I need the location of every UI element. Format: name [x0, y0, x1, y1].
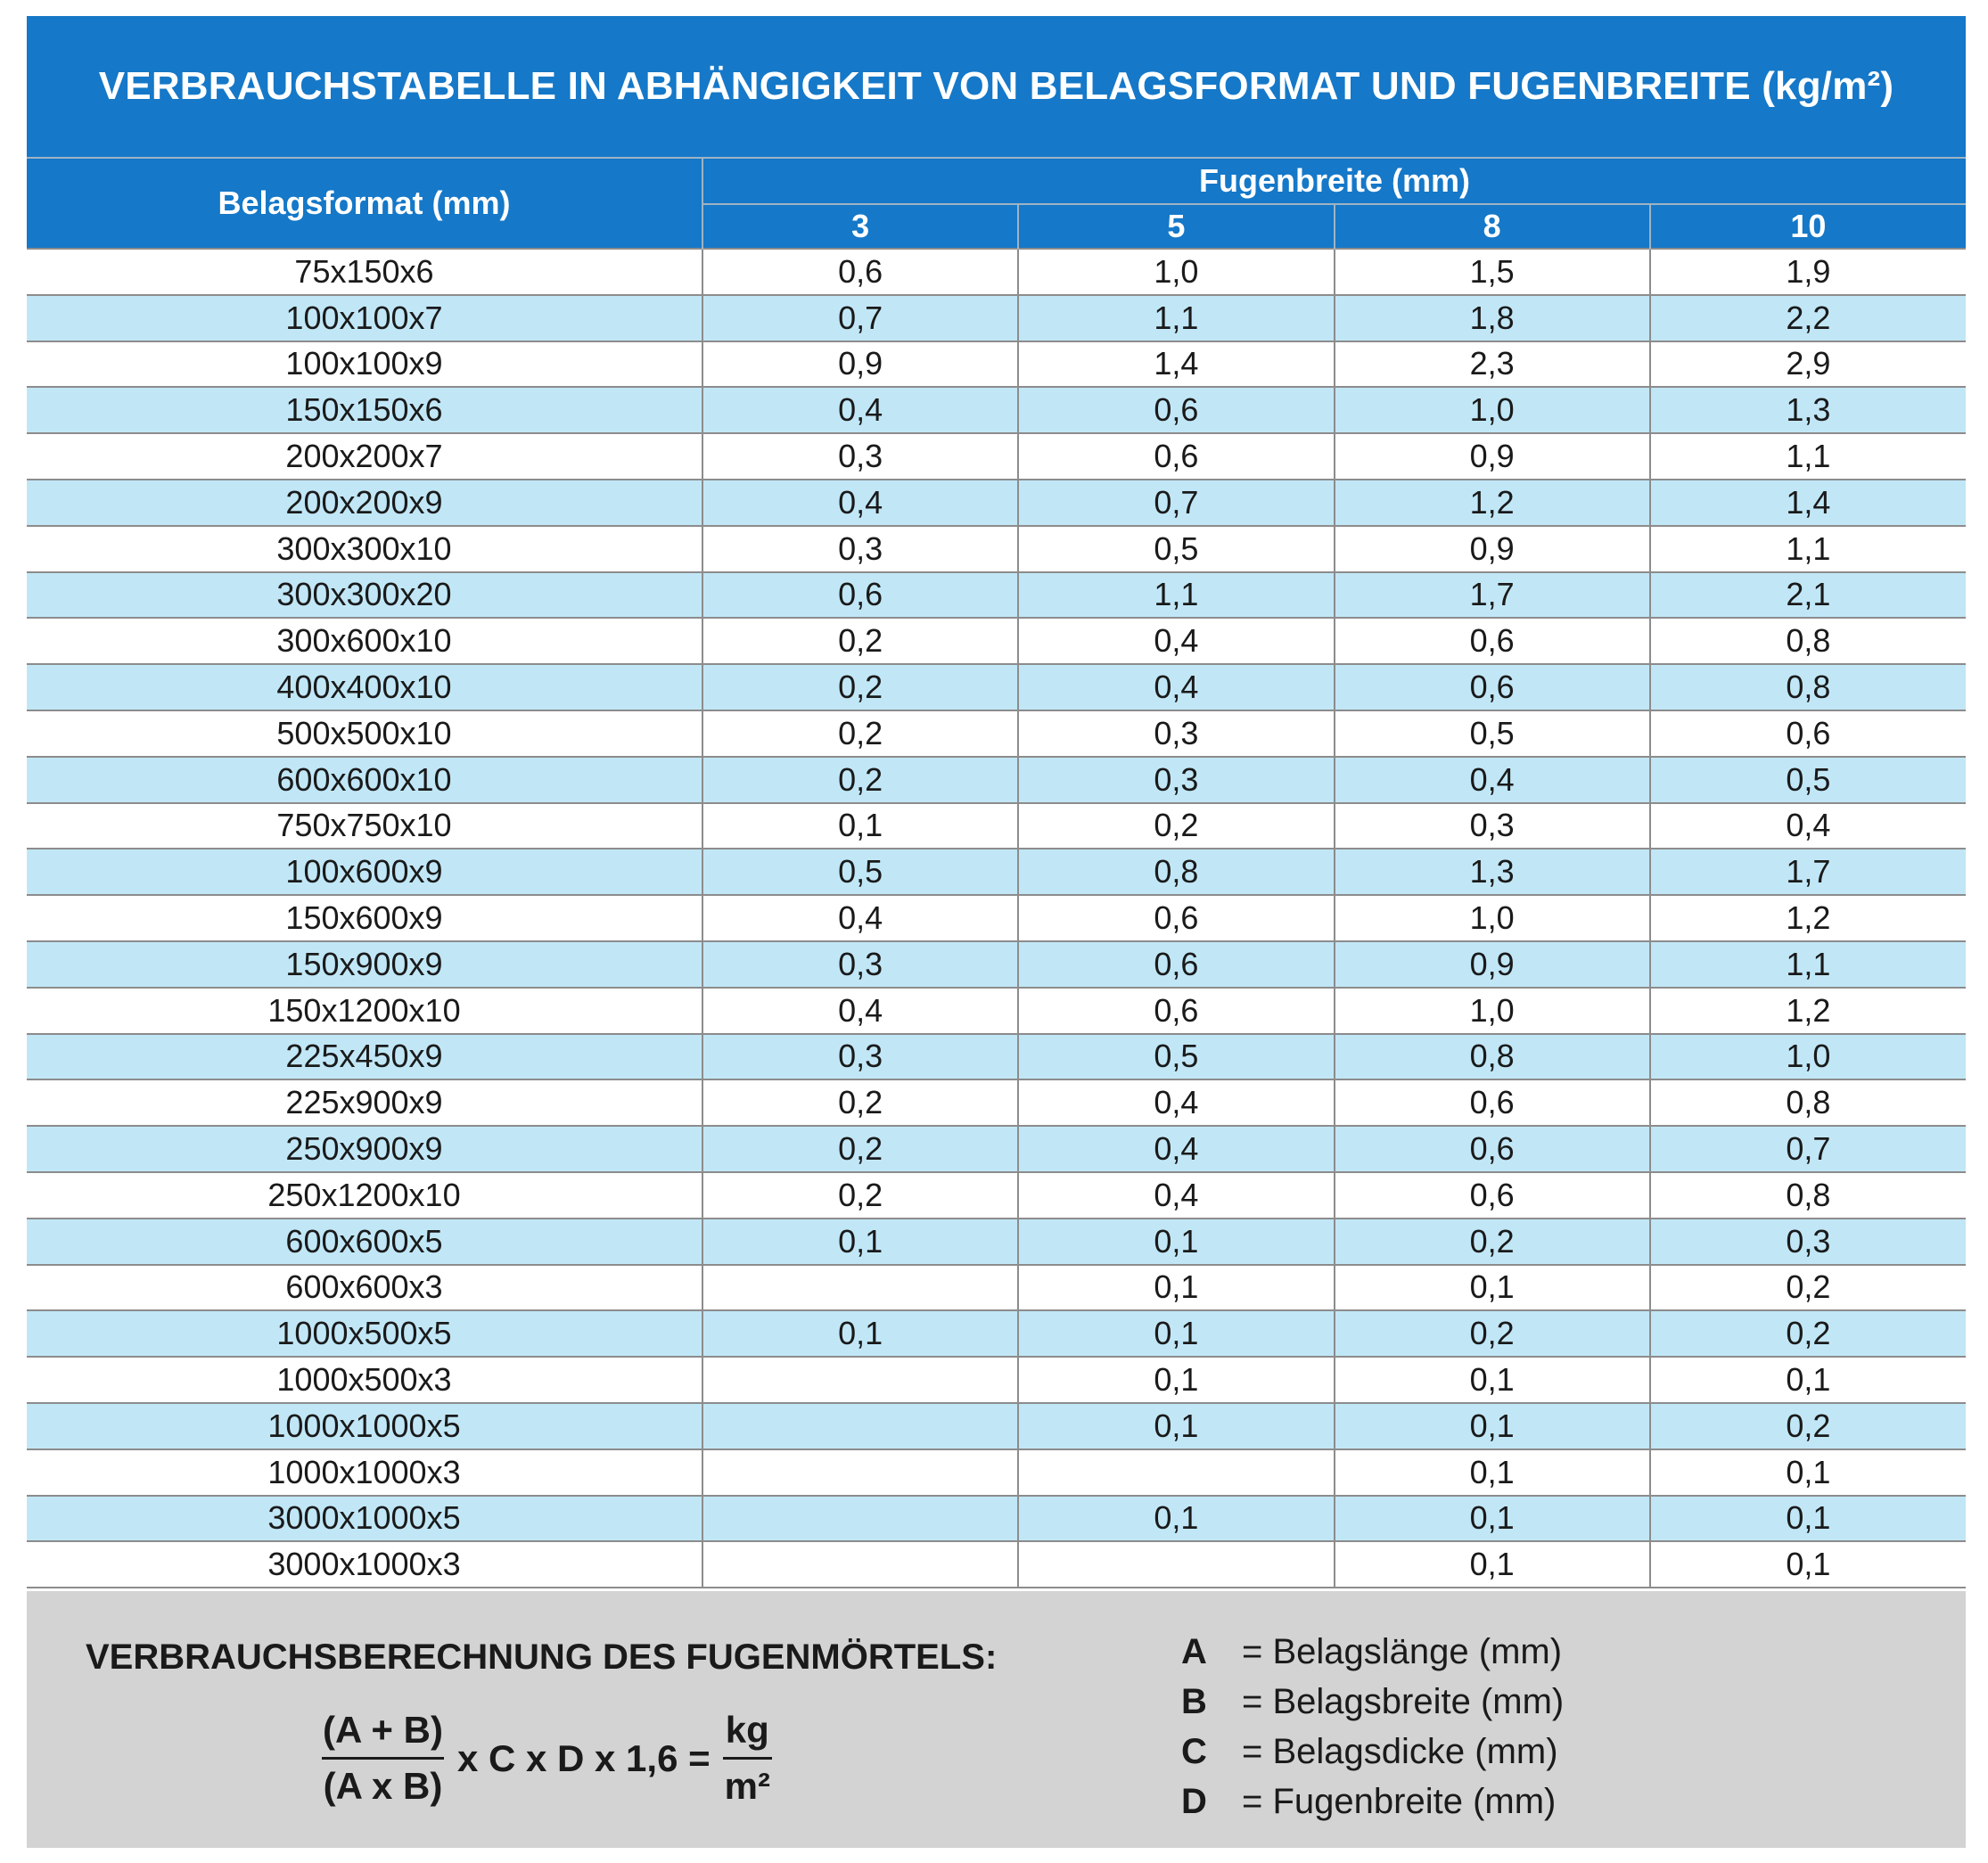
legend-row	[1181, 1727, 1564, 1777]
format-cell: 225x450x9	[27, 1034, 702, 1080]
consumption-value-cell: 0,8	[1335, 1034, 1650, 1080]
legend-value: = Fugenbreite (mm)	[1242, 1781, 1557, 1821]
consumption-value-cell: 0,1	[1650, 1449, 1966, 1496]
table-body	[27, 249, 1966, 1588]
consumption-value-cell: 0,6	[1335, 1172, 1650, 1219]
consumption-value-cell: 0,3	[1018, 710, 1334, 757]
table-row	[27, 433, 1966, 480]
consumption-value-cell: 0,4	[702, 895, 1018, 941]
joint-width-group-header: Fugenbreite (mm)	[702, 158, 1966, 204]
consumption-value-cell: 1,1	[1018, 295, 1334, 341]
consumption-value-cell: 0,7	[702, 295, 1018, 341]
consumption-value-cell: 0,8	[1650, 618, 1966, 664]
table-row	[27, 572, 1966, 619]
consumption-value-cell: 1,4	[1018, 341, 1334, 388]
table-row	[27, 618, 1966, 664]
formula-middle: x C x D x 1,6 =	[456, 1736, 711, 1779]
consumption-value-cell: 1,0	[1335, 988, 1650, 1034]
consumption-value-cell: 0,3	[1335, 803, 1650, 849]
format-cell: 3000x1000x3	[27, 1541, 702, 1588]
consumption-value-cell: 1,8	[1335, 295, 1650, 341]
consumption-value-cell: 1,0	[1650, 1034, 1966, 1080]
consumption-value-cell: 0,1	[702, 803, 1018, 849]
consumption-value-cell: 0,2	[1650, 1265, 1966, 1311]
consumption-value-cell: 0,1	[1335, 1403, 1650, 1449]
table-row	[27, 1126, 1966, 1172]
consumption-value-cell: 0,5	[1335, 710, 1650, 757]
consumption-value-cell: 0,2	[702, 1079, 1018, 1126]
format-cell: 200x200x7	[27, 433, 702, 480]
consumption-value-cell: 0,4	[702, 988, 1018, 1034]
consumption-value-cell: 0,4	[702, 480, 1018, 526]
consumption-value-cell	[1018, 1449, 1334, 1496]
format-cell: 75x150x6	[27, 249, 702, 295]
legend-key: B	[1181, 1681, 1207, 1721]
consumption-value-cell: 0,9	[1335, 526, 1650, 572]
consumption-value-cell: 0,4	[1018, 618, 1334, 664]
consumption-value-cell: 0,4	[1018, 1126, 1334, 1172]
consumption-value-cell: 0,1	[1018, 1219, 1334, 1265]
consumption-value-cell: 0,2	[702, 710, 1018, 757]
consumption-value-cell: 0,1	[1018, 1403, 1334, 1449]
consumption-value-cell	[1018, 1541, 1334, 1588]
consumption-value-cell: 1,1	[1650, 526, 1966, 572]
calculation-title: VERBRAUCHSBERECHNUNG DES FUGENMÖRTELS:	[86, 1637, 998, 1677]
format-cell: 300x300x20	[27, 572, 702, 619]
consumption-value-cell: 0,1	[1650, 1496, 1966, 1542]
consumption-value-cell: 0,9	[1335, 941, 1650, 988]
table-row	[27, 803, 1966, 849]
table-row	[27, 1403, 1966, 1449]
format-cell: 100x100x7	[27, 295, 702, 341]
consumption-value-cell: 0,8	[1650, 1172, 1966, 1219]
consumption-value-cell	[702, 1265, 1018, 1311]
consumption-value-cell: 1,1	[1650, 941, 1966, 988]
consumption-value-cell: 0,5	[1018, 526, 1334, 572]
table-row	[27, 664, 1966, 710]
consumption-value-cell: 1,4	[1650, 480, 1966, 526]
consumption-value-cell: 1,3	[1335, 849, 1650, 895]
consumption-value-cell: 0,7	[1650, 1126, 1966, 1172]
consumption-value-cell: 0,2	[1650, 1403, 1966, 1449]
table-row	[27, 1172, 1966, 1219]
table-row	[27, 1265, 1966, 1311]
legend-value: = Belagsbreite (mm)	[1242, 1681, 1565, 1721]
consumption-value-cell: 0,6	[1018, 941, 1334, 988]
consumption-value-cell: 0,1	[1018, 1265, 1334, 1311]
legend-value: = Belagsdicke (mm)	[1242, 1731, 1558, 1771]
consumption-value-cell: 2,3	[1335, 341, 1650, 388]
formula-unit-denominator: m²	[723, 1757, 772, 1808]
legend-row	[1181, 1627, 1564, 1677]
consumption-value-cell: 0,3	[702, 1034, 1018, 1080]
format-cell: 400x400x10	[27, 664, 702, 710]
consumption-value-cell: 0,2	[702, 618, 1018, 664]
format-cell: 100x100x9	[27, 341, 702, 388]
formula-unit-numerator: kg	[725, 1709, 769, 1751]
formula-unit-fraction	[723, 1709, 772, 1808]
format-cell: 750x750x10	[27, 803, 702, 849]
consumption-value-cell: 1,0	[1018, 249, 1334, 295]
consumption-table-grid	[27, 157, 1966, 1588]
table-row	[27, 1310, 1966, 1357]
consumption-value-cell: 1,2	[1650, 895, 1966, 941]
consumption-value-cell: 0,3	[1650, 1219, 1966, 1265]
consumption-value-cell: 0,4	[1335, 757, 1650, 803]
consumption-value-cell: 1,9	[1650, 249, 1966, 295]
consumption-value-cell: 0,2	[702, 1172, 1018, 1219]
consumption-value-cell: 0,6	[702, 249, 1018, 295]
table-row	[27, 1496, 1966, 1542]
consumption-value-cell: 0,6	[1018, 433, 1334, 480]
consumption-value-cell: 0,6	[1650, 710, 1966, 757]
consumption-value-cell	[702, 1496, 1018, 1542]
format-cell: 1000x500x5	[27, 1310, 702, 1357]
consumption-value-cell: 0,1	[1018, 1310, 1334, 1357]
consumption-value-cell: 0,2	[1335, 1310, 1650, 1357]
consumption-value-cell: 0,1	[1018, 1496, 1334, 1542]
format-cell: 250x900x9	[27, 1126, 702, 1172]
consumption-value-cell: 0,8	[1650, 664, 1966, 710]
format-cell: 225x900x9	[27, 1079, 702, 1126]
format-cell: 600x600x3	[27, 1265, 702, 1311]
consumption-value-cell: 0,1	[1335, 1357, 1650, 1403]
consumption-value-cell: 0,3	[702, 941, 1018, 988]
consumption-value-cell: 0,2	[702, 1126, 1018, 1172]
consumption-value-cell: 0,7	[1018, 480, 1334, 526]
format-cell: 150x150x6	[27, 387, 702, 433]
consumption-value-cell: 2,1	[1650, 572, 1966, 619]
table-row	[27, 1357, 1966, 1403]
format-cell: 600x600x5	[27, 1219, 702, 1265]
consumption-value-cell: 0,2	[1335, 1219, 1650, 1265]
consumption-value-cell: 1,7	[1335, 572, 1650, 619]
table-row	[27, 1219, 1966, 1265]
calculation-panel	[27, 1591, 1966, 1848]
consumption-value-cell: 0,4	[1018, 664, 1334, 710]
legend-key: D	[1181, 1781, 1207, 1821]
consumption-value-cell: 1,3	[1650, 387, 1966, 433]
consumption-table	[27, 157, 1966, 1594]
consumption-value-cell: 0,1	[702, 1219, 1018, 1265]
consumption-value-cell: 0,2	[1650, 1310, 1966, 1357]
consumption-value-cell: 0,1	[1335, 1265, 1650, 1311]
consumption-value-cell: 0,6	[1335, 618, 1650, 664]
consumption-value-cell: 1,2	[1335, 480, 1650, 526]
legend-row	[1181, 1777, 1564, 1826]
table-row	[27, 387, 1966, 433]
consumption-value-cell: 0,9	[702, 341, 1018, 388]
consumption-value-cell: 0,6	[1018, 988, 1334, 1034]
consumption-value-cell: 0,6	[702, 572, 1018, 619]
table-row	[27, 941, 1966, 988]
format-cell: 300x600x10	[27, 618, 702, 664]
table-row	[27, 895, 1966, 941]
legend-row	[1181, 1677, 1564, 1727]
consumption-value-cell: 0,2	[702, 664, 1018, 710]
table-row	[27, 988, 1966, 1034]
format-cell: 200x200x9	[27, 480, 702, 526]
table-row	[27, 526, 1966, 572]
consumption-value-cell	[702, 1403, 1018, 1449]
title-band	[27, 16, 1966, 157]
table-row	[27, 249, 1966, 295]
variable-legend	[1181, 1627, 1564, 1826]
consumption-value-cell: 0,6	[1335, 664, 1650, 710]
consumption-value-cell	[702, 1449, 1018, 1496]
consumption-value-cell: 0,6	[1018, 387, 1334, 433]
consumption-value-cell: 0,3	[702, 433, 1018, 480]
table-row	[27, 710, 1966, 757]
formula-denominator: (A x B)	[322, 1757, 445, 1808]
format-cell: 250x1200x10	[27, 1172, 702, 1219]
table-row	[27, 1034, 1966, 1080]
consumption-value-cell: 1,2	[1650, 988, 1966, 1034]
consumption-value-cell: 0,3	[1018, 757, 1334, 803]
consumption-value-cell: 1,1	[1018, 572, 1334, 619]
consumption-value-cell: 1,0	[1335, 387, 1650, 433]
format-cell: 150x1200x10	[27, 988, 702, 1034]
format-cell: 300x300x10	[27, 526, 702, 572]
legend-value: = Belagslänge (mm)	[1242, 1631, 1563, 1671]
consumption-value-cell: 0,1	[1335, 1496, 1650, 1542]
consumption-value-cell: 0,8	[1650, 1079, 1966, 1126]
consumption-formula	[321, 1709, 772, 1808]
format-cell: 150x900x9	[27, 941, 702, 988]
legend-key: C	[1181, 1731, 1207, 1771]
table-header	[27, 158, 1966, 249]
table-row	[27, 757, 1966, 803]
format-cell: 1000x1000x3	[27, 1449, 702, 1496]
format-cell: 500x500x10	[27, 710, 702, 757]
consumption-value-cell: 0,3	[702, 526, 1018, 572]
consumption-value-cell: 2,9	[1650, 341, 1966, 388]
table-row	[27, 480, 1966, 526]
consumption-value-cell: 0,1	[702, 1310, 1018, 1357]
consumption-value-cell: 0,2	[1018, 803, 1334, 849]
consumption-value-cell	[702, 1541, 1018, 1588]
consumption-value-cell: 0,1	[1650, 1541, 1966, 1588]
consumption-value-cell: 0,2	[702, 757, 1018, 803]
format-cell: 1000x500x3	[27, 1357, 702, 1403]
consumption-value-cell: 0,6	[1335, 1079, 1650, 1126]
format-cell: 150x600x9	[27, 895, 702, 941]
consumption-value-cell: 0,5	[1650, 757, 1966, 803]
format-cell: 1000x1000x5	[27, 1403, 702, 1449]
table-row	[27, 1449, 1966, 1496]
format-cell: 3000x1000x5	[27, 1496, 702, 1542]
consumption-value-cell: 0,4	[1018, 1079, 1334, 1126]
consumption-value-cell: 0,6	[1018, 895, 1334, 941]
page-title: VERBRAUCHSTABELLE IN ABHÄNGIGKEIT VON BELAGSFORMAT UND FUGENBREITE (kg/m²)	[98, 64, 1894, 108]
consumption-value-cell: 0,4	[1650, 803, 1966, 849]
consumption-value-cell: 0,1	[1650, 1357, 1966, 1403]
formula-numerator: (A + B)	[323, 1709, 443, 1751]
joint-width-header: 3	[702, 204, 1018, 249]
table-row	[27, 341, 1966, 388]
joint-width-header: 5	[1018, 204, 1334, 249]
consumption-value-cell: 1,7	[1650, 849, 1966, 895]
format-cell: 600x600x10	[27, 757, 702, 803]
joint-width-header: 8	[1335, 204, 1650, 249]
table-row	[27, 295, 1966, 341]
consumption-value-cell: 1,1	[1650, 433, 1966, 480]
consumption-value-cell: 1,0	[1335, 895, 1650, 941]
consumption-value-cell: 0,6	[1335, 1126, 1650, 1172]
table-row	[27, 849, 1966, 895]
formula-fraction	[321, 1709, 445, 1808]
format-column-header: Belagsformat (mm)	[27, 158, 702, 249]
consumption-value-cell: 2,2	[1650, 295, 1966, 341]
consumption-value-cell: 0,1	[1335, 1449, 1650, 1496]
consumption-value-cell: 0,9	[1335, 433, 1650, 480]
format-cell: 100x600x9	[27, 849, 702, 895]
table-row	[27, 1541, 1966, 1588]
consumption-value-cell: 0,5	[702, 849, 1018, 895]
consumption-value-cell	[702, 1357, 1018, 1403]
consumption-value-cell: 0,1	[1335, 1541, 1650, 1588]
consumption-value-cell: 1,5	[1335, 249, 1650, 295]
joint-width-header: 10	[1650, 204, 1966, 249]
table-row	[27, 1079, 1966, 1126]
consumption-value-cell: 0,1	[1018, 1357, 1334, 1403]
consumption-value-cell: 0,4	[702, 387, 1018, 433]
consumption-sheet	[27, 16, 1966, 1848]
consumption-value-cell: 0,8	[1018, 849, 1334, 895]
consumption-value-cell: 0,5	[1018, 1034, 1334, 1080]
consumption-value-cell: 0,4	[1018, 1172, 1334, 1219]
legend-key: A	[1181, 1631, 1207, 1671]
